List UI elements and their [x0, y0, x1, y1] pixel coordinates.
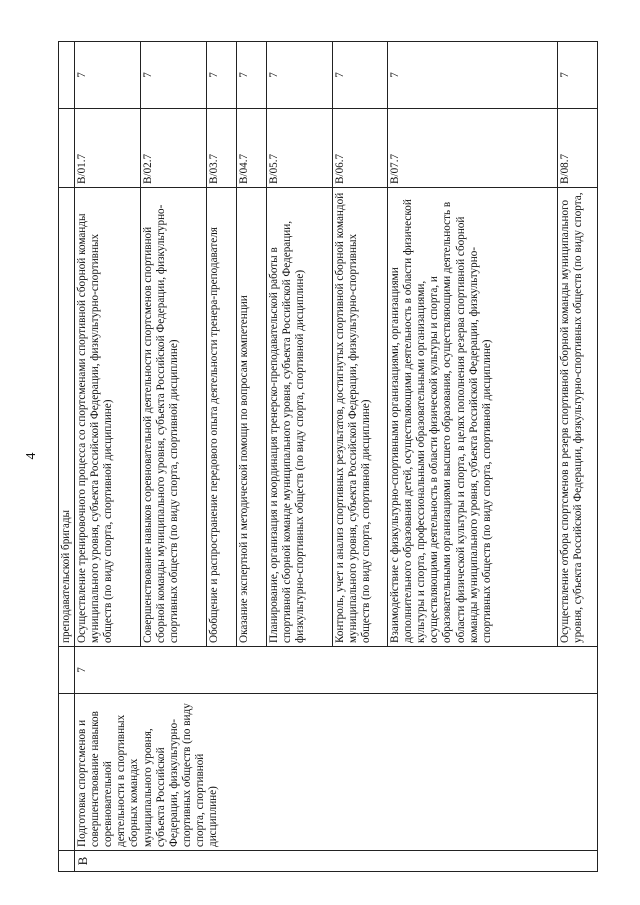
row-name: Обобщение и распространение передового опыта деятельности тренера-преподавателя	[207, 188, 237, 647]
row-code: B/05.7	[267, 109, 333, 188]
row-level: 7	[237, 42, 267, 109]
row-name: Взаимодействие с физкультурно-спортивными организациями, организациями дополнительного образования детей, осуществляющими деятельность в области физической культуры и спорта, профессиональными образовательными организациями, осуществляющими деятельность в области физической культуры и спорта, и образовательными организациями высшего образования, осуществляющими деятельность в области физической культуры и спорта, в целях пополнения резерва спортивной сборной команды муниципального уровня, субъекта Российской Федерации, физкультурно-спортивных обществ (по виду спорта, спортивной дисциплине)	[388, 188, 558, 647]
function-name: Подготовка спортсменов и совершенствование навыков соревновательной деятельности в спортивных сборных командах муниципального уровня, субъекта Российской Федерации, физкультурно-спортивных обществ (по виду спорта, спортивной дисциплине)	[75, 694, 598, 851]
row-level: 7	[207, 42, 237, 109]
row-level: 7	[333, 42, 388, 109]
qualification-level: 7	[75, 647, 598, 694]
functions-table	[58, 41, 598, 872]
row-level: 7	[267, 42, 333, 109]
row-name: Осуществление тренировочного процесса со спортсменами спортивной сборной команды муниципального уровня, субъекта Российской Федерации, физкультурно-спортивных обществ (по виду спорта, спортивной дисциплине)	[75, 188, 141, 647]
row-level	[59, 42, 75, 109]
rotated-table-wrapper	[58, 42, 598, 872]
row-level: 7	[388, 42, 558, 109]
row-code: B/01.7	[75, 109, 141, 188]
row-name: Контроль, учет и анализ спортивных результатов, достигнутых спортивной сборной командой муниципального уровня, субъекта Российской Федерации, физкультурно-спортивных обществ (по виду спорта, спортивной дисциплине)	[333, 188, 388, 647]
function-name-cell	[59, 694, 75, 851]
page-number: 4	[24, 452, 39, 460]
row-level: 7	[558, 42, 598, 109]
section-code: В	[75, 851, 598, 872]
row-name: Осуществление отбора спортсменов в резерв спортивной сборной команды муниципального уровня, субъекта Российской Федерации, физкультурно-спортивных обществ (по виду спорта,	[558, 188, 598, 647]
row-code: B/08.7	[558, 109, 598, 188]
row-name: Планирование, организация и координация тренерско-преподавательской работы в спортивной сборной команде муниципального уровня, субъекта Российской Федерации, физкультурно-спортивных обществ (по виду спорта, спортивной дисциплине)	[267, 188, 333, 647]
row-code: B/02.7	[141, 109, 207, 188]
row-name: Совершенствование навыков соревновательной деятельности спортсменов спортивной сборной команды муниципального уровня, субъекта Российской Федерации, физкультурно-спортивных обществ (по виду спорта, спортивной дисциплине)	[141, 188, 207, 647]
section-code-cell	[59, 851, 75, 872]
row-name: преподавательской бригады	[59, 188, 75, 647]
row-code	[59, 109, 75, 188]
row-code: B/04.7	[237, 109, 267, 188]
row-code: B/07.7	[388, 109, 558, 188]
row-name: Оказание экспертной и методической помощи по вопросам компетенции	[237, 188, 267, 647]
row-level: 7	[141, 42, 207, 109]
qualification-level-cell	[59, 647, 75, 694]
row-code: B/03.7	[207, 109, 237, 188]
row-code: B/06.7	[333, 109, 388, 188]
row-level: 7	[75, 42, 141, 109]
